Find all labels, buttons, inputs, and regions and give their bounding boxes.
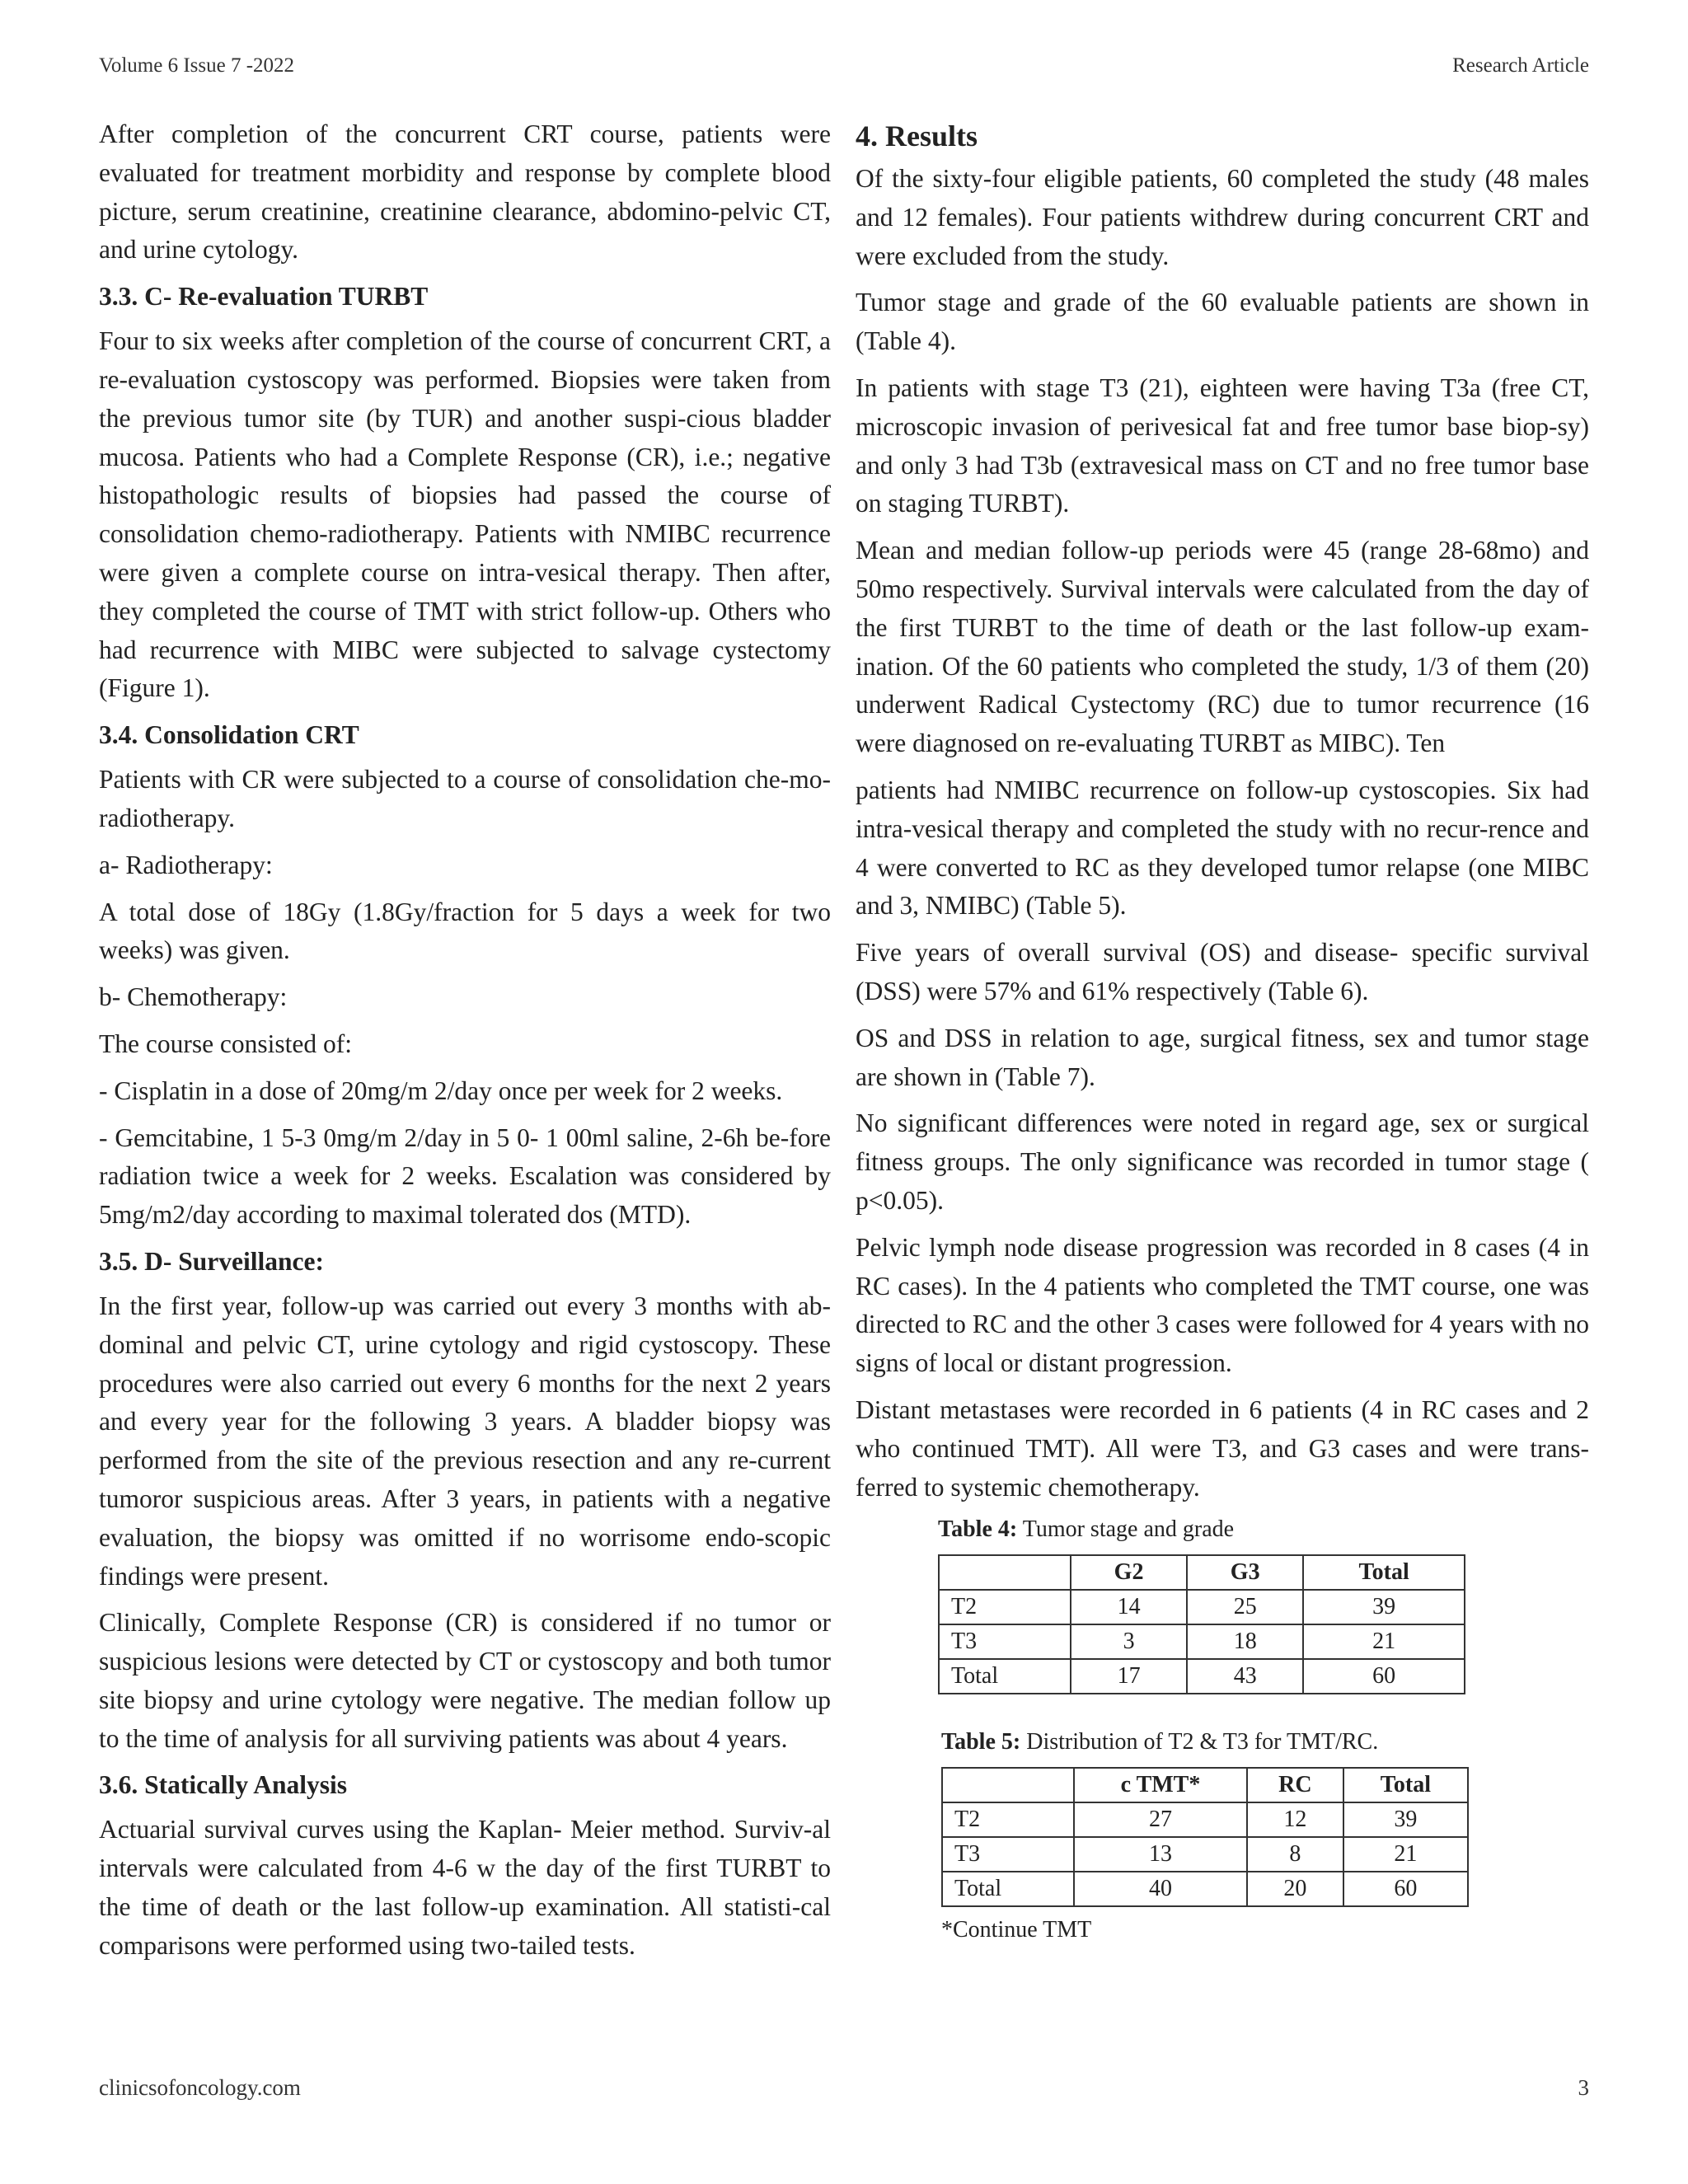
paragraph: Tumor stage and grade of the 60 evaluable patients are shown in (Table 4). <box>856 288 1589 356</box>
paragraph: Actuarial survival curves using the Kaplan- Meier method. Surviv-al intervals were calculated from 4-6 w the day of the first TURBT to the time of death or the last follow-up examination. All statisti-cal comparisons were performed using two-tailed tests. <box>99 1815 831 1960</box>
table-cell: 60 <box>1343 1872 1468 1906</box>
section-heading-3-5: 3.5. D- Surveillance: <box>99 1246 324 1276</box>
table-cell: 39 <box>1303 1590 1465 1624</box>
paragraph: No significant differences were noted in regard age, sex or surgical fitness groups. The only significance was recorded in tumor stage ( p<0.05). <box>856 1108 1589 1215</box>
table-4 <box>938 1554 1465 1694</box>
table-header-cell: RC <box>1247 1768 1343 1802</box>
table-4-caption <box>938 1515 1589 1544</box>
table-header-row <box>939 1555 1465 1590</box>
table-row <box>942 1837 1468 1872</box>
site-url: clinicsofoncology.com <box>99 2075 301 2100</box>
paragraph: Five years of overall survival (OS) and disease- specific survival (DSS) were 57% and 61% respectively (Table 6). <box>856 938 1589 1005</box>
table-cell: 27 <box>1074 1802 1247 1837</box>
table-cell: 60 <box>1303 1659 1465 1694</box>
table-cell: 21 <box>1303 1624 1465 1659</box>
table-cell: 13 <box>1074 1837 1247 1872</box>
table-row <box>942 1872 1468 1906</box>
table-5-caption-label: Table 5: <box>941 1729 1021 1755</box>
table-cell: 25 <box>1187 1590 1303 1624</box>
paragraph: After completion of the concurrent CRT course, patients were evaluated for treatment morbidity and response by complete blood picture, serum creatinine, creatinine clearance, abdomino-pelvic CT, and urine cytology. <box>99 120 831 265</box>
table-cell: 14 <box>1071 1590 1187 1624</box>
paragraph: A total dose of 18Gy (1.8Gy/fraction for 5 days a week for two weeks) was given. <box>99 897 831 965</box>
table-cell: 40 <box>1074 1872 1247 1906</box>
paragraph: The course consisted of: <box>99 1029 353 1058</box>
paragraph: a- Radiotherapy: <box>99 850 273 879</box>
table-cell: 8 <box>1247 1837 1343 1872</box>
right-column <box>856 115 1589 1943</box>
table-cell: 12 <box>1247 1802 1343 1837</box>
table-cell: 3 <box>1071 1624 1187 1659</box>
paragraph: Of the sixty-four eligible patients, 60 completed the study (48 males and 12 females). Four patients withdrew during concurrent CRT and were excluded from the study. <box>856 164 1589 270</box>
list-item: - Gemcitabine, 1 5-3 0mg/m 2/day in 5 0- 1 00ml saline, 2-6h be-fore radiation twice a week for 2 weeks. Escalation was considered by 5mg/m2/day according to maximal tolerated dos (MTD). <box>99 1122 831 1230</box>
journal-volume: Volume 6 Issue 7 -2022 <box>99 54 295 77</box>
table-5-footnote: *Continue TMT <box>941 1917 1092 1943</box>
page-number: 3 <box>1578 2075 1589 2100</box>
table-header-cell: G2 <box>1071 1555 1187 1590</box>
table-header-cell: Total <box>1343 1768 1468 1802</box>
left-column <box>99 115 831 1974</box>
section-heading-results: 4. Results <box>856 120 978 152</box>
section-heading-3-3: 3.3. C- Re-evaluation TURBT <box>99 282 429 312</box>
table-row-label: T2 <box>942 1802 1074 1837</box>
paragraph: In patients with stage T3 (21), eighteen were having T3a (free CT, microscopic invasion of perivesical fat and free tumor base biop-sy) and only 3 had T3b (extravesical mass on CT and no free tumor base on staging TURBT). <box>856 373 1589 518</box>
table-cell: 43 <box>1187 1659 1303 1694</box>
table-header-cell <box>939 1555 1071 1590</box>
paragraph: Pelvic lymph node disease progression was recorded in 8 cases (4 in RC cases). In the 4 patients who completed the TMT course, one was directed to RC and the other 3 cases were followed for 4 years with no signs of local or distant progression. <box>856 1232 1589 1378</box>
table-header-row <box>942 1768 1468 1802</box>
table-row-label: Total <box>939 1659 1071 1694</box>
table-5-block <box>941 1727 1589 1943</box>
paragraph: patients had NMIBC recurrence on follow-up cystoscopies. Six had intra-vesical therapy and completed the study with no recur-rence and 4 were converted to RC as they developed tumor relapse (one MIBC and 3, NMIBC) (Table 5). <box>856 775 1589 921</box>
paragraph: b- Chemotherapy: <box>99 982 288 1012</box>
table-5-caption <box>941 1727 1589 1757</box>
paragraph: Distant metastases were recorded in 6 patients (4 in RC cases and 2 who continued TMT). All were T3, and G3 cases and were trans-ferred to systemic chemotherapy. <box>856 1394 1589 1502</box>
section-heading-3-6: 3.6. Statically Analysis <box>99 1770 348 1800</box>
table-4-block <box>938 1515 1589 1694</box>
table-cell: 20 <box>1247 1872 1343 1906</box>
section-heading-3-4: 3.4. Consolidation CRT <box>99 720 359 750</box>
table-cell: 21 <box>1343 1837 1468 1872</box>
list-item: - Cisplatin in a dose of 20mg/m 2/day once per week for 2 weeks. <box>99 1076 783 1105</box>
table-row-label: T3 <box>942 1837 1074 1872</box>
table-5 <box>941 1767 1469 1907</box>
table-row <box>939 1624 1465 1659</box>
paragraph: Clinically, Complete Response (CR) is considered if no tumor or suspicious lesions were detected by CT or cystoscopy and both tumor site biopsy and urine cytology were negative. The median follow up to the time of analysis for all surviving patients was about 4 years. <box>99 1608 831 1753</box>
table-4-caption-text: Tumor stage and grade <box>1017 1516 1235 1543</box>
table-5-caption-text: Distribution of T2 & T3 for TMT/RC. <box>1020 1729 1379 1755</box>
paragraph: In the first year, follow-up was carried out every 3 months with ab-dominal and pelvic CT, urine cytology and rigid cystoscopy. These procedures were also carried out every 6 months for the next 2 years and every year for the following 3 years. A bladder biopsy was performed from the site of the previous resection and any re-current tumoror suspicious areas. After 3 years, in patients with a negative evaluation, the biopsy was omitted if no worrisome endo-scopic findings were present. <box>99 1291 831 1591</box>
table-row <box>942 1802 1468 1837</box>
table-header-cell: c TMT* <box>1074 1768 1247 1802</box>
article-type: Research Article <box>1452 54 1589 77</box>
table-header-cell <box>942 1768 1074 1802</box>
table-header-cell: G3 <box>1187 1555 1303 1590</box>
paragraph: Four to six weeks after completion of the course of concurrent CRT, a re-evaluation cystoscopy was performed. Biopsies were taken from the previous tumor site (by TUR) and another suspi-cious bladder mucosa. Patients who had a Complete Response (CR), i.e.; negative histopathologic results of biopsies had passed the course of consolidation chemo-radiotherapy. Patients with NMIBC recurrence were given a complete course on intra-vesical therapy. Then after, they completed the course of TMT with strict follow-up. Others who had recurrence with MIBC were subjected to salvage cystectomy (Figure 1). <box>99 326 831 703</box>
paragraph: OS and DSS in relation to age, surgical fitness, sex and tumor stage are shown in (Table 7). <box>856 1023 1589 1091</box>
table-row-label: T3 <box>939 1624 1071 1659</box>
table-4-caption-label: Table 4: <box>938 1516 1018 1543</box>
paragraph: Mean and median follow-up periods were 45 (range 28-68mo) and 50mo respectively. Survival intervals were calculated from the day of the first TURBT to the time of death or the last follow-up exam-ination. Of the 60 patients who completed the study, 1/3 of them (20) underwent Radical Cystectomy (RC) due to tumor recurrence (16 were diagnosed on re-evaluating TURBT as MIBC). Ten <box>856 536 1589 758</box>
table-cell: 39 <box>1343 1802 1468 1837</box>
table-row-label: T2 <box>939 1590 1071 1624</box>
table-row <box>939 1659 1465 1694</box>
table-row-label: Total <box>942 1872 1074 1906</box>
table-row <box>939 1590 1465 1624</box>
table-cell: 17 <box>1071 1659 1187 1694</box>
table-cell: 18 <box>1187 1624 1303 1659</box>
paragraph: Patients with CR were subjected to a course of consolidation che-mo-radiotherapy. <box>99 765 831 832</box>
table-header-cell: Total <box>1303 1555 1465 1590</box>
